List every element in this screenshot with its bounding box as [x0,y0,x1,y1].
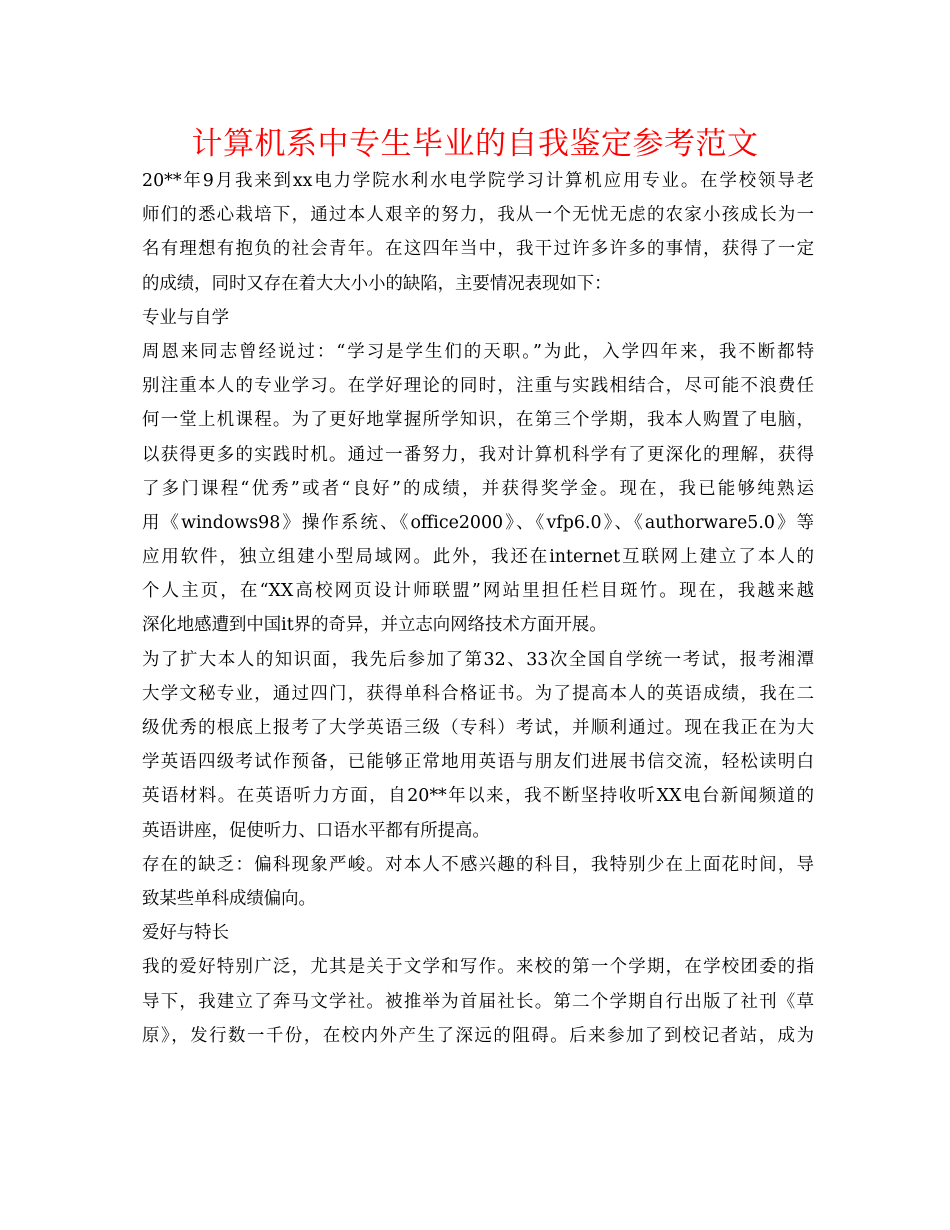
body-line: 爱好与特长 [142,923,229,944]
body-line: 个人主页，在“XX高校网页设计师联盟”网站里担任栏目斑竹。现在，我越来越 [142,581,814,602]
body-line: 别注重本人的专业学习。在学好理论的同时，注重与实践相结合，尽可能不浪费任 [142,376,814,397]
body-line: 学英语四级考试作预备，已能够正常地用英语与朋友们进展书信交流，轻松读明白 [142,752,814,773]
body-line: 为了扩大本人的知识面，我先后参加了第32、33次全国自学统一考试，报考湘潭 [142,649,814,670]
body-line: 我的爱好特别广泛，尤其是关于文学和写作。来校的第一个学期，在学校团委的指 [142,957,814,978]
body-line: 原》，发行数一千份，在校内外产生了深远的阻碍。后来参加了到校记者站，成为 [142,1025,814,1046]
body-line: 应用软件，独立组建小型局域网。此外，我还在internet互联网上建立了本人的 [142,547,814,568]
body-line: 大学文秘专业，通过四门，获得单科合格证书。为了提高本人的英语成绩，我在二 [142,683,814,704]
body-line: 致某些单科成绩偏向。 [142,888,316,909]
body-line: 用《windows98》操作系统、《office2000》、《vfp6.0》、《authorware5.0》等 [142,512,814,533]
body-line: 何一堂上机课程。为了更好地掌握所学知识，在第三个学期，我本人购置了电脑， [142,410,814,431]
body-line: 名有理想有抱负的社会青年。在这四年当中，我干过许多许多的事情，获得了一定 [142,239,814,260]
body-line: 的成绩，同时又存在着大大小小的缺陷，主要情况表现如下： [142,273,612,294]
body-line: 师们的悉心栽培下，通过本人艰辛的努力，我从一个无忧无虑的农家小孩成长为一 [142,205,814,226]
document-body [142,164,814,1053]
body-line: 了多门课程“优秀”或者“良好”的成绩，并获得奖学金。现在，我已能够纯熟运 [142,478,814,499]
body-line: 以获得更多的实践时机。通过一番努力，我对计算机科学有了更深化的理解，获得 [142,444,814,465]
body-line: 存在的缺乏：偏科现象严峻。对本人不感兴趣的科目，我特别少在上面花时间，导 [142,854,814,875]
body-line: 导下，我建立了奔马文学社。被推举为首届社长。第二个学期自行出版了社刊《草 [142,991,814,1012]
body-line: 专业与自学 [142,307,229,328]
body-line: 级优秀的根底上报考了大学英语三级（专科）考试，并顺利通过。现在我正在为大 [142,718,814,738]
document-title: 计算机系中专生毕业的自我鉴定参考范文 [191,126,759,162]
body-line: 20**年9月我来到xx电力学院水利水电学院学习计算机应用专业。在学校领导老 [142,171,814,191]
body-line: 深化地感遭到中国it界的奇异，并立志向网络技术方面开展。 [142,615,607,636]
body-line: 英语讲座，促使听力、口语水平都有所提高。 [142,820,490,841]
body-line: 周恩来同志曾经说过：“学习是学生们的天职。”为此，入学四年来，我不断都特 [142,341,814,362]
body-line: 英语材料。在英语听力方面，自20**年以来，我不断坚持收听XX电台新闻频道的 [142,786,814,807]
